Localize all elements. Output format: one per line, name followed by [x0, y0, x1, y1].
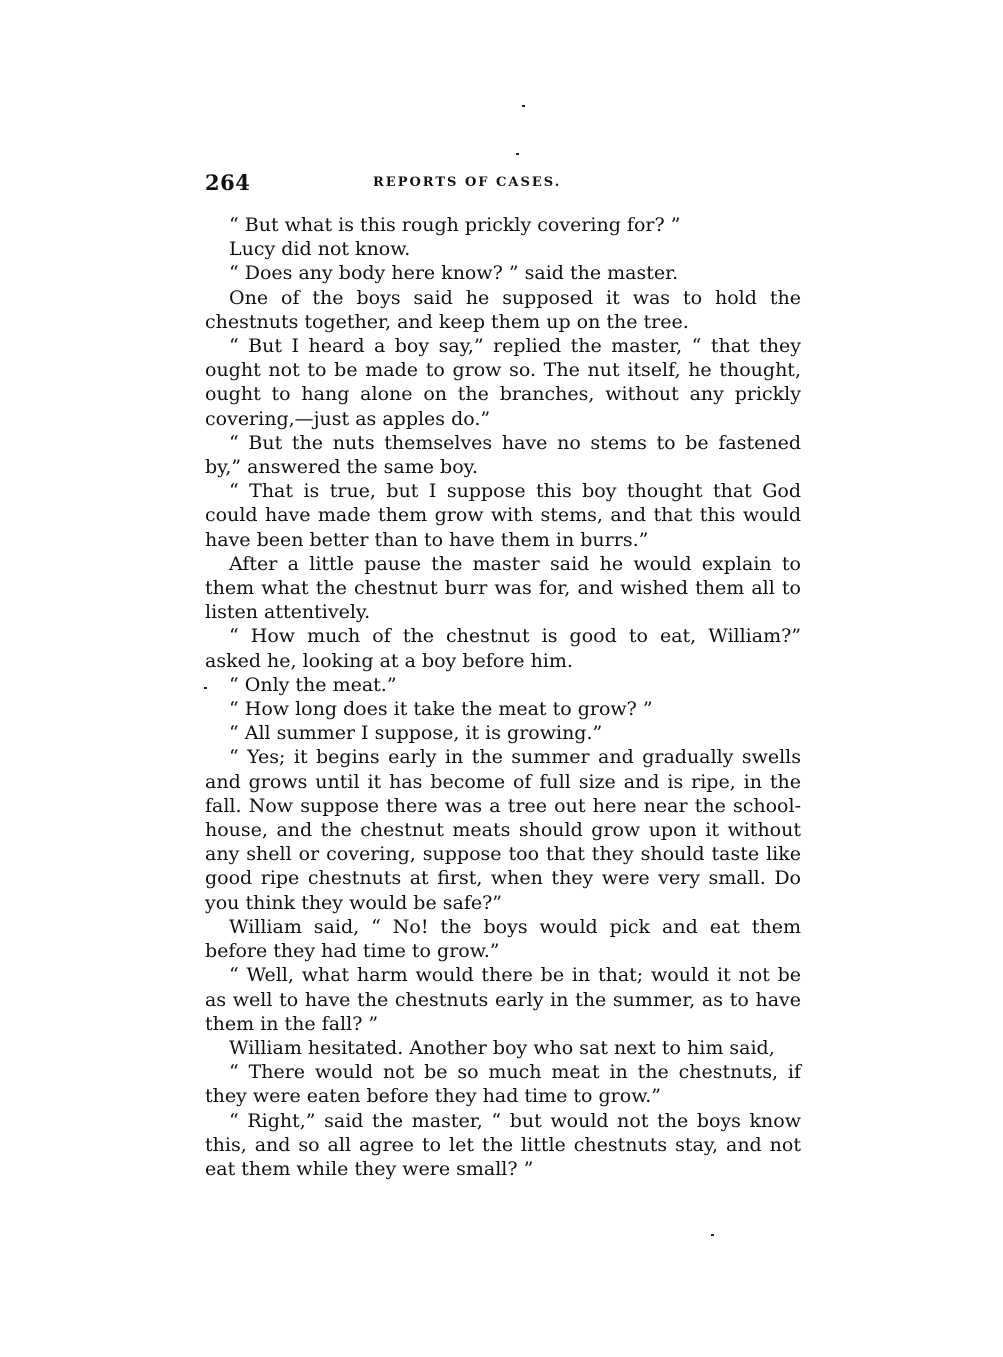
body-text: [205, 213, 801, 1181]
paragraph: William hesitated. Another boy who sat next to him said,: [229, 1036, 775, 1059]
paragraph: “ But what is this rough prickly covering for? ”: [229, 214, 681, 236]
page-header: [205, 170, 805, 198]
paragraph: “ Only the meat.”: [229, 673, 397, 696]
paragraph: “ Well, what harm would there be in that; would it not be as well to have the chestnuts early in the summer, as to have them in the fall? ”: [205, 964, 801, 1035]
paragraph: “ That is true, but I suppose this boy thought that God could have made them grow with stems, and that this would have been better than to have them in burrs.”: [205, 480, 801, 551]
ink-speck: [522, 105, 525, 107]
paragraph: “ How long does it take the meat to grow? ”: [229, 698, 653, 721]
ink-speck: [516, 153, 519, 155]
paragraph: “ But the nuts themselves have no stems to be fastened by,” answered the same boy.: [205, 431, 801, 479]
paragraph: “ Does any body here know? ” said the master.: [229, 262, 679, 285]
paragraph: “ Yes; it begins early in the summer and gradually swells and grows until it has become of full size and is ripe, in the fall. Now suppose there was a tree out here near the school-house, and the chestnut meats should grow upon it without any shell or covering, suppose too that they should taste like good ripe chestnuts at first, when they were very small. Do you think they would be safe?”: [205, 746, 801, 914]
running-head: REPORTS OF CASES.: [373, 175, 562, 190]
ink-speck: [711, 1234, 714, 1236]
paragraph: “ All summer I suppose, it is growing.”: [229, 722, 603, 745]
page-number: 264: [205, 170, 251, 195]
paragraph: After a little pause the master said he would explain to them what the chestnut burr was for, and wished them all to listen attentively.: [205, 552, 801, 624]
paragraph: “ Right,” said the master, “ but would not the boys know this, and so all agree to let the little chestnuts stay, and not eat them while they were small? ”: [205, 1109, 801, 1180]
paragraph: One of the boys said he supposed it was to hold the chestnuts together, and keep them up on the tree.: [205, 286, 801, 333]
paragraph: “ There would not be so much meat in the chestnuts, if they were eaten before they had time to grow.”: [205, 1061, 801, 1108]
paragraph: “ But I heard a boy say,” replied the master, “ that they ought not to be made to grow so. The nut itself, he thought, ought to hang alone on the branches, without any prickly covering,—just as apples do.”: [205, 335, 801, 430]
paragraph: William said, “ No! the boys would pick and eat them before they had time to grow.”: [205, 915, 801, 963]
paragraph: Lucy did not know.: [229, 238, 411, 261]
paragraph: “ How much of the chestnut is good to eat, William?” asked he, looking at a boy before him.: [205, 625, 801, 672]
